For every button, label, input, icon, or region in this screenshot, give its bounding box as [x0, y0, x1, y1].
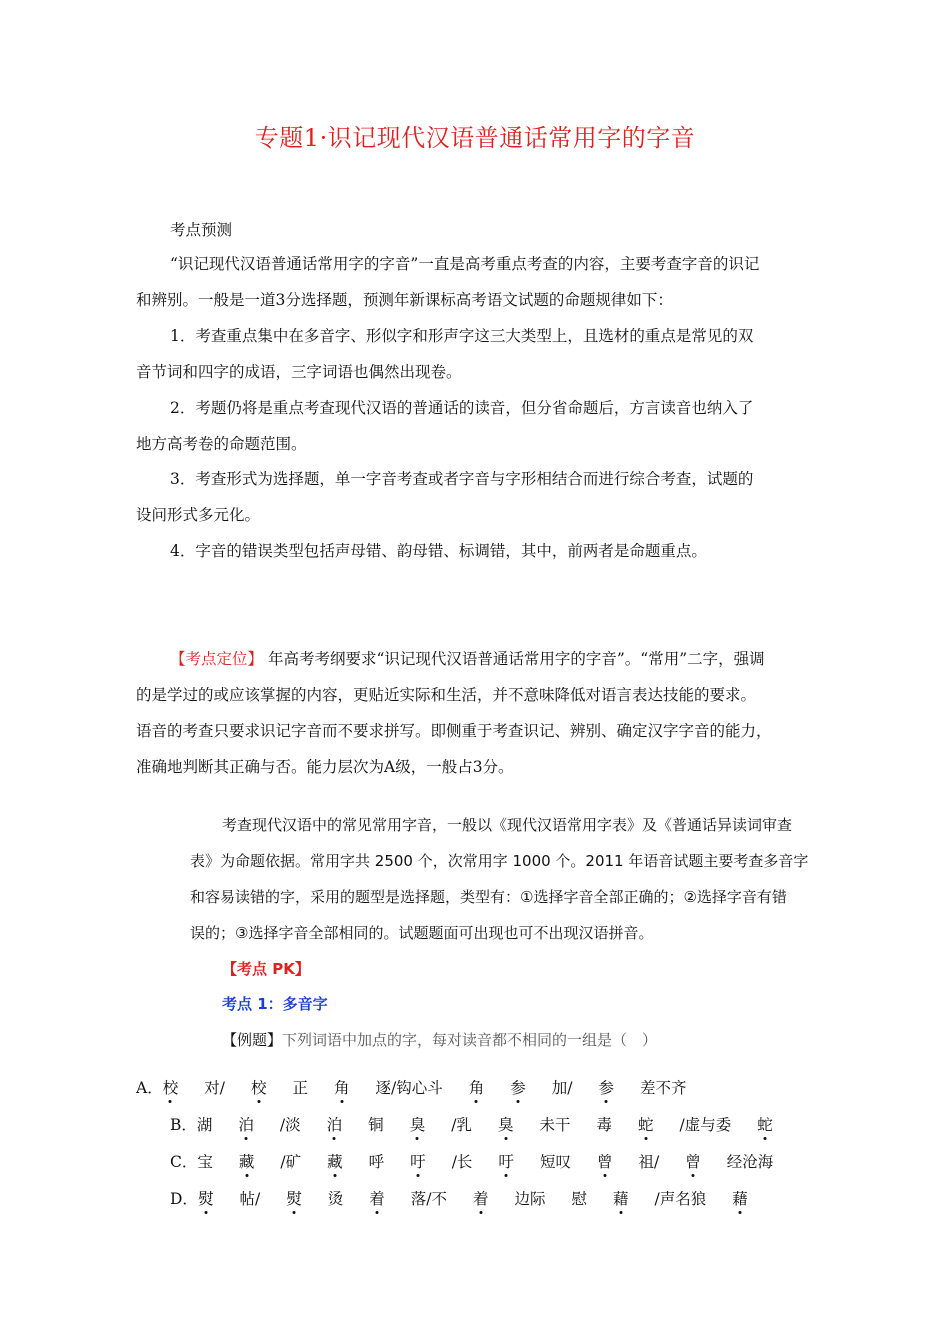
option-c-word1	[197, 1153, 342, 1171]
basis-line4: 误的；③选择字音全部相同的。试题题面可出现也可不出现汉语拼音。	[190, 924, 654, 942]
word-part: 铜	[368, 1116, 384, 1134]
dotted-char: 着	[472, 1190, 489, 1208]
word-part: /长	[451, 1153, 473, 1171]
forecast-point2-line1: 2．考题仍将是重点考查现代汉语的普通话的读音，但分省命题后，方言读音也纳入了	[170, 399, 754, 417]
word-part: 毒	[596, 1116, 612, 1134]
word-part: 落/不	[410, 1190, 447, 1208]
word-part: 宝	[197, 1153, 213, 1171]
dotted-char: 熨	[286, 1190, 302, 1208]
forecast-heading: 考点预测	[170, 221, 233, 239]
forecast-intro-line2: 和辨别。一般是一道3分选择题，预测年新课标高考语文试题的命题规律如下：	[136, 291, 673, 309]
option-c-word2	[369, 1153, 571, 1171]
example-line	[222, 1029, 657, 1050]
word-part: /乳	[451, 1116, 472, 1134]
word-part: 帖/	[239, 1190, 261, 1208]
word-part: 呼	[368, 1153, 385, 1171]
dotted-char: 藉	[732, 1190, 748, 1208]
basis-line2: 表》为命题依据。常用字共 2500 个，次常用字 1000 个。2011 年语音试题主要考查多音字	[190, 852, 809, 870]
word-part: 湖	[196, 1116, 213, 1134]
option-c	[170, 1150, 773, 1172]
dotted-char: 吁	[410, 1153, 426, 1171]
example-tag: 【例题】	[222, 1031, 283, 1049]
option-a-label: A．	[136, 1079, 163, 1097]
positioning-line4: 准确地判断其正确与否。能力层次为A级，一般占3分。	[136, 758, 514, 776]
option-c-word3	[597, 1153, 773, 1171]
word-part: 祖/	[638, 1153, 660, 1171]
positioning-line1	[170, 647, 765, 669]
forecast-point1-line2: 音节词和四字的成语，三字词语也偶然出现卷。	[136, 363, 462, 381]
word-part: /淡	[279, 1116, 301, 1134]
forecast-intro-line1: “识记现代汉语普通话常用字的字音”一直是高考重点考查的内容，主要考查字音的识记	[170, 255, 760, 273]
dotted-char: 臭	[409, 1116, 426, 1134]
option-b-word1	[197, 1116, 342, 1134]
option-d-label: D．	[170, 1190, 198, 1208]
option-a-word2	[334, 1079, 484, 1097]
dotted-char: 着	[369, 1190, 385, 1208]
basis-line1: 考查现代汉语中的常见常用字音，一般以《现代汉语常用字表》及《普通话异读词审查	[222, 816, 793, 834]
basis-line3: 和容易读错的字，采用的题型是选择题，类型有：①选择字音全部正确的；②选择字音有错	[190, 888, 787, 906]
option-d-word2	[369, 1190, 545, 1208]
dotted-char: 臭	[497, 1116, 514, 1134]
word-part: 逐/钩心斗	[375, 1079, 443, 1097]
dotted-char: 曾	[596, 1153, 613, 1171]
option-a-word1	[163, 1079, 308, 1097]
dotted-char: 泊	[326, 1116, 343, 1134]
option-b-word3	[596, 1116, 772, 1134]
dotted-char: 熨	[197, 1190, 214, 1208]
dotted-char: 校	[250, 1079, 267, 1097]
dotted-char: 参	[598, 1079, 615, 1097]
forecast-point2-line2: 地方高考卷的命题范围。	[136, 435, 307, 453]
word-part: 边际	[514, 1190, 546, 1208]
option-a-word3	[510, 1079, 686, 1097]
option-d-word3	[572, 1190, 748, 1208]
word-part: 对/	[204, 1079, 225, 1097]
dotted-char: 蛇	[757, 1116, 773, 1134]
dotted-char: 角	[333, 1079, 350, 1097]
dotted-char: 藉	[613, 1190, 629, 1208]
dotted-char: 参	[510, 1079, 526, 1097]
word-part: /声名狼	[654, 1190, 707, 1208]
word-part: 慰	[571, 1190, 588, 1208]
option-c-label: C．	[170, 1153, 198, 1171]
forecast-point4: 4．字音的错误类型包括声母错、韵母错、标调错，其中，前两者是命题重点。	[170, 542, 707, 560]
word-part: 加/	[551, 1079, 573, 1097]
dotted-char: 吁	[498, 1153, 514, 1171]
option-a	[136, 1076, 687, 1098]
point1-heading: 考点 1：多音字	[222, 995, 328, 1013]
word-part: 经沧海	[726, 1153, 774, 1171]
positioning-line3: 语音的考查只要求识记字音而不要求拼写。即侧重于考查识记、辨别、确定汉字字音的能力，	[136, 722, 772, 740]
dotted-char: 角	[468, 1079, 485, 1097]
option-b-word2	[368, 1116, 570, 1134]
word-part: /矿	[280, 1153, 302, 1171]
dotted-char: 校	[162, 1079, 179, 1097]
word-part: 正	[292, 1079, 308, 1097]
option-d	[170, 1187, 748, 1209]
pk-tag: 【考点 PK】	[222, 960, 310, 978]
word-part: 差不齐	[640, 1079, 687, 1097]
positioning-text1: 年高考考纲要求“识记现代汉语普通话常用字的字音”。“常用”二字，强调	[267, 650, 765, 668]
dotted-char: 曾	[685, 1153, 701, 1171]
document-title: 专题1·识记现代汉语普通话常用字的字音	[254, 124, 696, 152]
example-question: 下列词语中加点的字，每对读音都不相同的一组是（ ）	[282, 1031, 658, 1049]
forecast-point1-line1: 1．考查重点集中在多音字、形似字和形声字这三大类型上，且选材的重点是常见的双	[170, 327, 754, 345]
option-d-word1	[198, 1190, 343, 1208]
option-b	[170, 1113, 773, 1135]
word-part: 短叹	[539, 1153, 571, 1171]
positioning-tag: 【考点定位】	[170, 650, 264, 668]
word-part: 烫	[327, 1190, 344, 1208]
word-part: /虚与委	[679, 1116, 732, 1134]
dotted-char: 蛇	[637, 1116, 654, 1134]
forecast-point3-line2: 设问形式多元化。	[136, 506, 261, 524]
dotted-char: 藏	[327, 1153, 343, 1171]
dotted-char: 藏	[238, 1153, 255, 1171]
word-part: 未干	[539, 1116, 571, 1134]
option-b-label: B．	[170, 1116, 197, 1134]
dotted-char: 泊	[238, 1116, 254, 1134]
forecast-point3-line1: 3．考查形式为选择题，单一字音考查或者字音与字形相结合而进行综合考查，试题的	[170, 470, 754, 488]
positioning-line2: 的是学过的或应该掌握的内容，更贴近实际和生活，并不意味降低对语言表达技能的要求。	[136, 686, 757, 704]
